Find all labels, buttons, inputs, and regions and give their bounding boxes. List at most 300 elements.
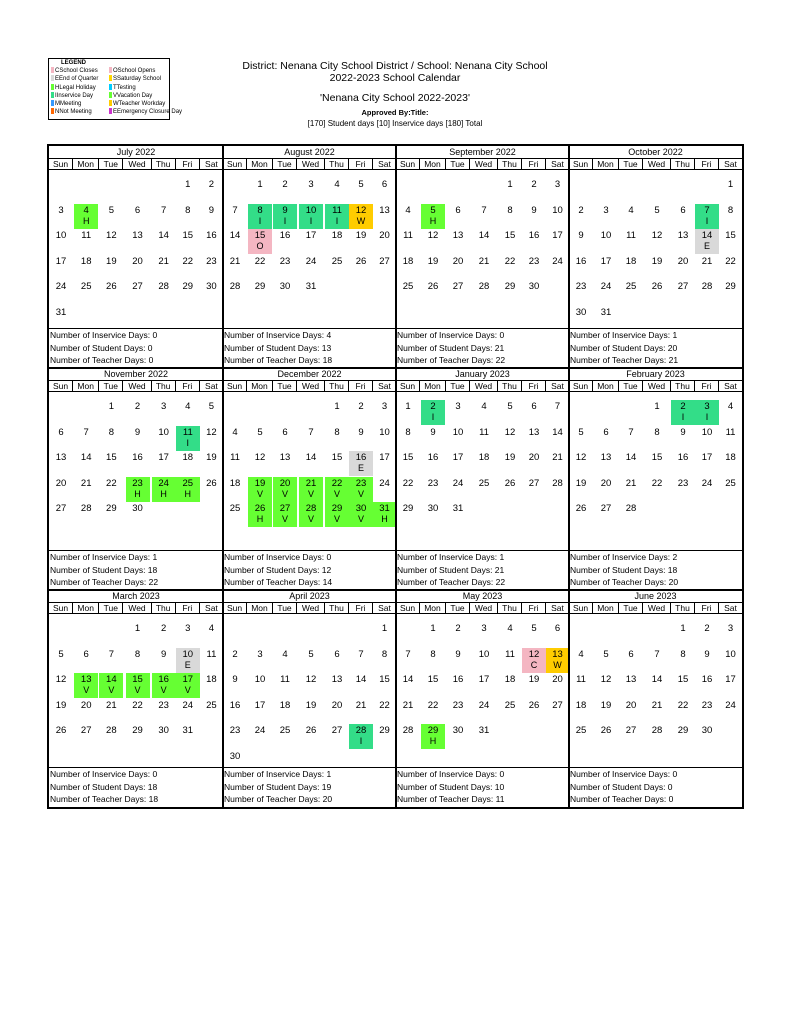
day-number: 31 [600, 306, 612, 318]
day-number: 22 [379, 699, 390, 711]
stat-label: Number of Teacher Days: [570, 355, 669, 365]
day-cell [248, 673, 272, 698]
day-number: 28 [158, 281, 169, 292]
day-number: 30 [279, 281, 291, 292]
stat-label: Number of Teacher Days: [50, 794, 149, 804]
weekday-header: Sun [569, 602, 593, 614]
day-number: 6 [531, 401, 537, 412]
weekday-header: Thu [671, 380, 695, 392]
day-number: 8 [381, 648, 388, 660]
day-number: 29 [254, 281, 266, 292]
day-number: 15 [106, 452, 117, 463]
month-title: February 2023 [569, 368, 742, 381]
day-cell [671, 724, 695, 749]
legend-item [51, 92, 109, 100]
day-number: 9 [578, 230, 584, 241]
day-code: W [553, 659, 562, 670]
day-cell [99, 699, 123, 724]
day-cell [349, 673, 373, 698]
day-cell [49, 699, 73, 724]
day-cell [619, 502, 643, 527]
stat-value: 14 [322, 577, 333, 587]
weekday-header: Sun [49, 380, 73, 392]
day-number: 12 [651, 230, 663, 241]
day-number: 16 [528, 230, 540, 241]
day-number: 10 [379, 426, 390, 438]
day-code: I [431, 412, 435, 422]
day-cell [421, 699, 445, 724]
day-cell [619, 673, 643, 698]
day-cell [99, 204, 123, 229]
stat-value: 11 [495, 794, 505, 804]
day-cell [74, 699, 98, 724]
day-cell [446, 502, 470, 527]
day-number: 22 [106, 477, 117, 489]
day-cell [472, 400, 496, 425]
day-number: 28 [80, 503, 92, 514]
day-cell [349, 699, 373, 724]
day-cell [619, 648, 643, 673]
day-cell [325, 255, 349, 280]
month-panel [569, 590, 742, 807]
weekday-header: Fri [522, 602, 546, 614]
day-cell [498, 648, 522, 673]
day-number: 22 [725, 255, 736, 267]
day-number: 22 [677, 699, 689, 711]
day-cell [349, 724, 373, 749]
day-number: 7 [232, 204, 238, 216]
calendar-header [200, 60, 590, 128]
day-number: 3 [554, 179, 561, 190]
column-divider [222, 146, 224, 807]
day-number: 1 [727, 179, 734, 190]
day-cell [152, 451, 176, 476]
day-number: 22 [504, 255, 516, 267]
day-number: 26 [305, 725, 317, 736]
day-number: 6 [628, 648, 634, 660]
weekday-header: Sun [396, 602, 420, 614]
weekday-header: Fri [176, 380, 200, 392]
day-cell [223, 280, 247, 305]
day-cell [619, 255, 643, 280]
stat-value: 19 [321, 781, 332, 792]
day-cell [152, 699, 176, 724]
day-number: 19 [254, 477, 266, 489]
day-cell [325, 204, 349, 229]
day-cell [49, 648, 73, 673]
day-cell [671, 477, 695, 502]
day-number: 28 [229, 281, 241, 292]
stat-inservice [397, 551, 569, 564]
day-number: 9 [232, 674, 238, 685]
day-cell [248, 280, 272, 305]
weekday-header: Sat [546, 380, 569, 392]
day-number: 21 [402, 699, 414, 711]
day-number: 2 [531, 179, 537, 190]
day-cell [645, 724, 669, 749]
stat-label: Number of Teacher Days: [570, 794, 669, 804]
day-number: 12 [305, 674, 317, 685]
day-cell [719, 451, 743, 476]
day-number: 30 [229, 750, 241, 762]
day-number: 13 [528, 426, 540, 438]
weekday-header: Tue [619, 380, 643, 392]
day-cell [176, 229, 200, 254]
weekday-header: Mon [420, 380, 446, 392]
stat-label: Number of Inservice Days: [224, 769, 327, 779]
day-cell [126, 477, 150, 502]
day-number: 21 [229, 255, 241, 267]
day-number: 27 [55, 503, 67, 514]
legend-item [109, 67, 167, 75]
day-number: 4 [334, 179, 340, 190]
day-cell [695, 724, 719, 749]
day-number: 26 [355, 255, 367, 267]
weekday-header: Tue [446, 158, 470, 170]
weekday-header: Mon [593, 380, 619, 392]
day-number: 22 [331, 477, 343, 489]
legend-swatch [109, 84, 112, 90]
day-cell [498, 204, 522, 229]
day-cell [695, 622, 719, 647]
day-number: 8 [257, 204, 263, 216]
day-number: 29 [379, 725, 390, 736]
day-number: 10 [182, 648, 194, 660]
stat-teacher [224, 793, 396, 806]
day-number: 8 [185, 204, 191, 216]
stat-teacher [50, 354, 223, 367]
day-cell [152, 204, 176, 229]
day-cell [273, 229, 297, 254]
day-number: 1 [680, 623, 686, 634]
day-cell [152, 477, 176, 502]
day-number: 7 [308, 426, 314, 438]
day-cell [325, 229, 349, 254]
stat-label: Number of Inservice Days: [50, 330, 153, 340]
stat-inservice [50, 768, 223, 781]
day-cell [472, 699, 496, 724]
legend-label: Saturday School [117, 76, 162, 83]
day-number: 19 [206, 452, 217, 463]
day-number: 4 [208, 623, 215, 634]
day-number: 18 [182, 452, 194, 463]
day-cell [126, 204, 150, 229]
legend-item [109, 100, 167, 108]
stat-value: 0 [668, 794, 674, 804]
day-cell [446, 673, 470, 698]
day-number: 2 [282, 179, 288, 190]
day-number: 20 [528, 452, 540, 463]
day-number: 1 [134, 623, 141, 634]
day-number: 27 [80, 725, 92, 736]
day-number: 3 [727, 623, 734, 634]
day-number: 24 [55, 281, 67, 292]
day-cell [546, 648, 570, 673]
day-cell [546, 400, 570, 425]
day-number: 26 [254, 503, 266, 514]
day-cell [594, 648, 618, 673]
weekday-header: Sat [546, 158, 569, 170]
day-cell [199, 426, 223, 451]
day-number: 4 [727, 401, 734, 412]
legend-label: End of Quarter [59, 76, 99, 83]
stat-label: Number of Inservice Days: [397, 330, 500, 340]
day-number: 20 [132, 255, 143, 267]
day-number: 2 [455, 623, 461, 634]
day-cell [594, 229, 618, 254]
day-cell [645, 229, 669, 254]
day-number: 4 [507, 623, 513, 634]
day-cell [176, 699, 200, 724]
legend-row [51, 108, 183, 116]
day-number: 14 [625, 452, 637, 463]
day-cell [373, 724, 397, 749]
legend-swatch [109, 75, 112, 81]
day-number: 13 [132, 230, 143, 241]
day-number: 20 [677, 255, 689, 267]
day-number: 1 [257, 179, 263, 190]
day-number: 16 [229, 699, 241, 711]
day-number: 19 [600, 699, 612, 711]
day-cell [248, 648, 272, 673]
day-cell [325, 502, 349, 527]
day-cell [695, 280, 719, 305]
stat-label: Number of Teacher Days: [224, 794, 323, 804]
weekday-header: Sun [569, 380, 593, 392]
day-cell [594, 502, 618, 527]
weekday-header: Wed [470, 158, 498, 170]
weekday-header: Sun [49, 158, 73, 170]
stat-value: 18 [147, 564, 158, 575]
day-cell [569, 673, 593, 698]
day-cell [594, 306, 618, 331]
day-cell [719, 622, 743, 647]
day-cell [695, 426, 719, 451]
day-number: 1 [334, 401, 340, 412]
day-number: 28 [478, 281, 490, 292]
day-cell [472, 255, 496, 280]
day-cell [396, 426, 420, 451]
stat-student [50, 781, 223, 794]
day-cell [152, 426, 176, 451]
day-cell [719, 699, 743, 724]
day-cell [373, 400, 397, 425]
stat-value: 20 [322, 794, 333, 804]
weekday-header: Tue [273, 602, 297, 614]
day-number: 23 [701, 699, 713, 711]
day-cell [176, 255, 200, 280]
day-cell [176, 622, 200, 647]
day-number: 2 [134, 401, 141, 412]
weekday-header: Fri [349, 158, 373, 170]
day-cell [645, 255, 669, 280]
stat-teacher [570, 793, 742, 806]
day-cell [421, 204, 445, 229]
day-number: 28 [651, 725, 663, 736]
day-cell [522, 426, 546, 451]
legend-item [51, 108, 109, 116]
day-cell [472, 477, 496, 502]
day-cell [446, 724, 470, 749]
day-number: 15 [677, 674, 689, 685]
weekday-header: Tue [619, 158, 643, 170]
day-number: 3 [161, 401, 167, 412]
day-number: 9 [680, 426, 686, 438]
day-code: V [134, 685, 141, 695]
day-number: 23 [158, 699, 169, 711]
day-number: 24 [452, 477, 464, 489]
day-number: 30 [701, 725, 713, 736]
day-cell [522, 699, 546, 724]
day-code: H [134, 488, 141, 499]
day-cell [373, 178, 397, 203]
day-cell [248, 451, 272, 476]
day-number: 26 [206, 477, 217, 489]
day-number: 18 [402, 255, 414, 267]
day-number: 30 [427, 503, 439, 514]
day-number: 15 [331, 452, 343, 463]
day-cell [522, 280, 546, 305]
weekday-header: Thu [671, 158, 695, 170]
day-code: H [160, 488, 167, 499]
legend-swatch [109, 92, 112, 98]
day-cell [273, 280, 297, 305]
stat-value: 1 [326, 769, 332, 779]
day-code: I [309, 215, 313, 226]
day-cell [176, 724, 200, 749]
day-number: 3 [381, 401, 388, 412]
day-cell [522, 622, 546, 647]
day-number: 28 [402, 725, 414, 736]
day-number: 15 [427, 674, 439, 685]
stat-teacher [570, 576, 742, 589]
legend-label: School Opens [117, 68, 156, 75]
day-code: I [335, 215, 339, 226]
day-number: 26 [600, 725, 612, 736]
day-number: 20 [279, 477, 291, 489]
day-number: 10 [452, 426, 464, 438]
day-number: 11 [576, 674, 586, 685]
day-number: 14 [229, 230, 241, 241]
day-cell [199, 477, 223, 502]
day-cell [299, 178, 323, 203]
day-number: 25 [402, 281, 414, 292]
day-number: 7 [704, 204, 710, 216]
day-cell [446, 477, 470, 502]
day-cell [396, 229, 420, 254]
stat-label: Number of Inservice Days: [50, 769, 153, 779]
day-cell [546, 699, 570, 724]
stat-value: 10 [494, 781, 505, 792]
month-stats [49, 328, 223, 367]
day-number: 14 [478, 230, 490, 241]
day-cell [569, 502, 593, 527]
day-cell [126, 280, 150, 305]
stat-value: 18 [147, 781, 158, 792]
day-number: 10 [552, 204, 563, 216]
weekday-header: Tue [99, 602, 123, 614]
day-cell [546, 622, 570, 647]
day-number: 25 [229, 503, 241, 514]
day-number: 12 [528, 648, 540, 660]
stat-label: Number of Inservice Days: [50, 552, 153, 562]
stat-value: 0 [326, 552, 332, 562]
day-number: 1 [108, 401, 114, 412]
day-cell [522, 648, 546, 673]
day-number: 24 [552, 255, 563, 267]
day-number: 25 [279, 725, 291, 736]
day-number: 5 [108, 204, 114, 216]
day-number: 25 [80, 281, 92, 292]
weekday-header: Sun [569, 158, 593, 170]
day-cell [373, 699, 397, 724]
stat-label: Number of Teacher Days: [397, 577, 496, 587]
day-cell [223, 229, 247, 254]
day-cell [349, 178, 373, 203]
legend-letter: H [55, 84, 60, 91]
day-cell [223, 699, 247, 724]
day-number: 24 [254, 725, 266, 736]
weekday-header: Wed [297, 602, 325, 614]
day-cell [522, 204, 546, 229]
day-number: 26 [504, 477, 516, 489]
weekday-header: Sun [223, 602, 247, 614]
stat-label: Number of Inservice Days: [570, 769, 673, 779]
day-cell [498, 699, 522, 724]
stat-label: Number of Student Days: [570, 781, 668, 792]
day-number: 6 [134, 204, 141, 216]
day-number: 29 [402, 503, 414, 514]
day-number: 29 [182, 281, 194, 292]
day-code: I [359, 736, 363, 746]
day-number: 31 [182, 725, 194, 736]
day-cell [373, 673, 397, 698]
day-number: 12 [575, 452, 587, 463]
stat-value: 4 [326, 330, 332, 340]
day-cell [176, 648, 200, 673]
day-cell [223, 477, 247, 502]
day-number: 22 [182, 255, 194, 267]
day-cell [472, 204, 496, 229]
day-cell [74, 673, 98, 698]
day-number: 16 [132, 452, 143, 463]
legend-letter: T [113, 84, 117, 91]
stat-student [397, 781, 569, 794]
stat-label: Number of Student Days: [397, 781, 495, 792]
day-cell [299, 673, 323, 698]
stat-value: 21 [494, 342, 505, 353]
day-cell [273, 673, 297, 698]
stat-teacher [397, 793, 569, 806]
day-cell [325, 451, 349, 476]
day-cell [546, 178, 570, 203]
day-cell [49, 255, 73, 280]
day-number: 23 [528, 255, 540, 267]
day-code: I [258, 215, 262, 226]
day-code: V [83, 685, 90, 695]
day-code: E [703, 241, 710, 251]
day-cell [594, 255, 618, 280]
day-number: 27 [132, 281, 143, 292]
day-cell [671, 673, 695, 698]
weekday-header: Tue [99, 158, 123, 170]
weekday-header: Wed [123, 158, 151, 170]
day-cell [594, 724, 618, 749]
stat-label: Number of Student Days: [50, 342, 148, 353]
stat-value: 0 [499, 330, 505, 340]
day-number: 22 [132, 699, 143, 711]
day-cell [671, 699, 695, 724]
